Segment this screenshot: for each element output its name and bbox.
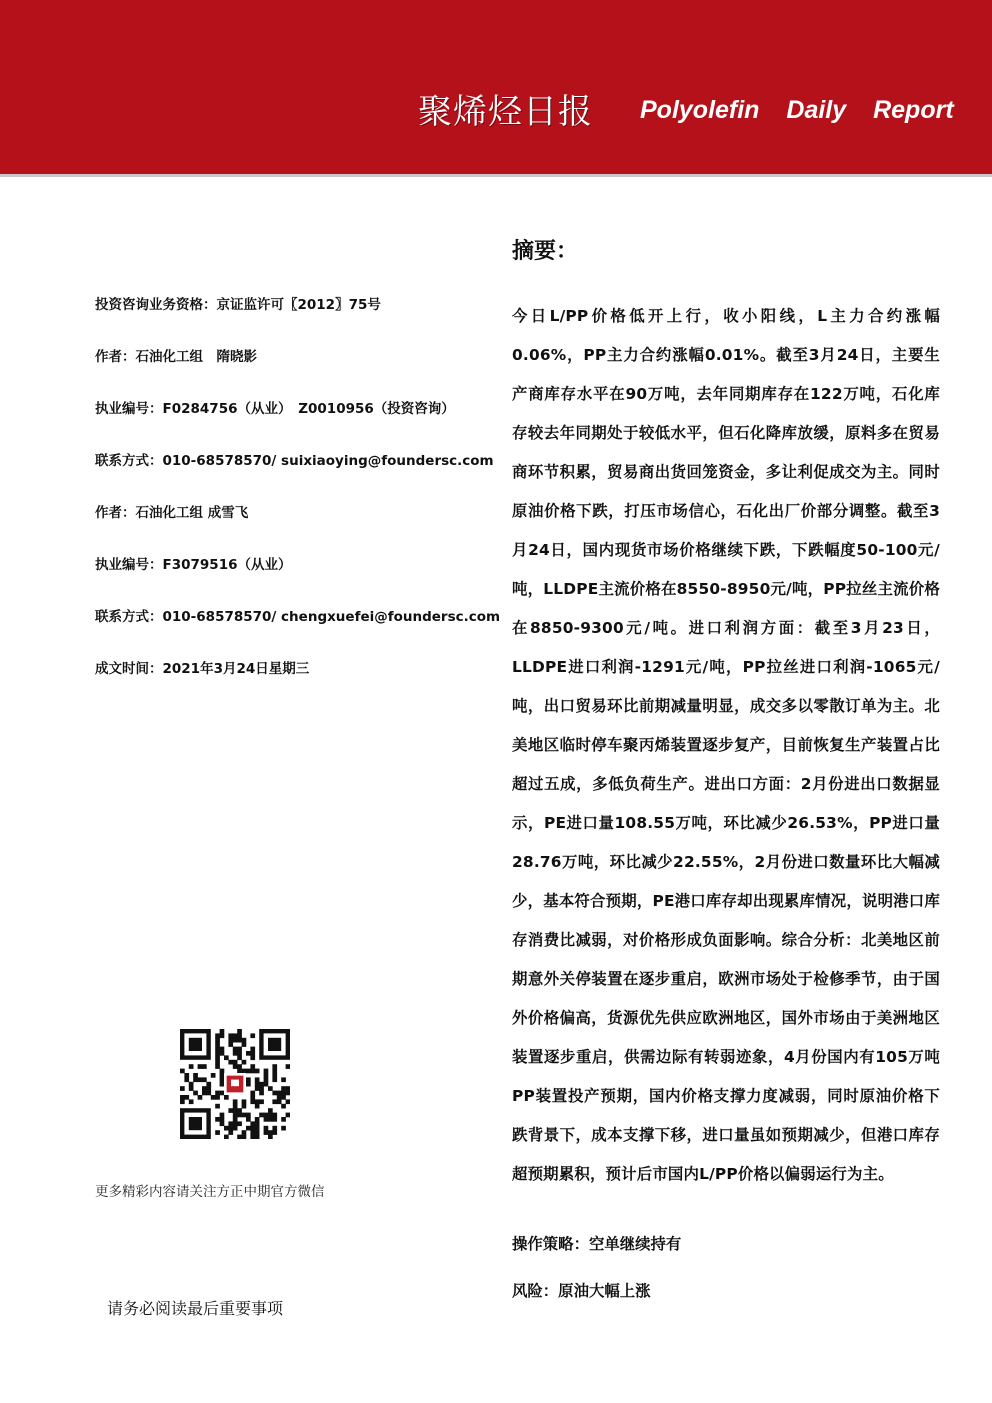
important-notice: 请务必阅读最后重要事项	[107, 1299, 284, 1318]
summary-body: 今日L/PP价格低开上行，收小阳线，L主力合约涨幅0.06%，PP主力合约涨幅0.01%。截至3月24日，主要生产商库存水平在90万吨，去年同期库存在122万吨，石化库存较去年同期处于较低水平，但石化降库放缓，原料多在贸易商环节积累，贸易商出货回笼资金，多让利促成交为主。同时原油价格下跌，打压市场信心，石化出厂价部分调整。截至3月24日，国内现货市场价格继续下跌，下跌幅度50-100元/吨，LLDPE主流价格在8550-8950元/吨，PP拉丝主流价格在8850-9300元/吨。进口利润方面：截至3月23日，LLDPE进口利润-1291元/吨，PP拉丝进口利润-1065元/吨，出口贸易环比前期减量明显，成交多以零散订单为主。北美地区临时停车聚丙烯装置逐步复产，目前恢复生产装置占比超过五成，多低负荷生产。进出口方面：2月份进出口数据显示，PE进口量108.55万吨，环比减少26.53%，PP进口量28.76万吨，环比减少22.55%，2月份进口数量环比大幅减少，基本符合预期，PE港口库存却出现累库情况，说明港口库存消费比减弱，对价格形成负面影响。综合分析：北美地区前期意外关停装置在逐步重启，欧洲市场处于检修季节，由于国外价格偏高，货源优先供应欧洲地区，国外市场由于美洲地区装置逐步重启，供需边际有转弱迹象，4月份国内有105万吨PP装置投产预期，国内价格支撑力度减弱，同时原油价格下跌背景下，成本支撑下移，进口量虽如预期减少，但港口库存超预期累积，预计后市国内L/PP价格以偏弱运行为主。	[512, 307, 940, 1183]
header-banner	[0, 0, 992, 177]
author-info	[95, 295, 501, 711]
license-line: 执业编号：F3079516（从业）	[95, 557, 292, 573]
license-line: 执业编号：F0284756（从业） Z0010956（投资咨询）	[95, 401, 455, 417]
date-line: 成文时间：2021年3月24日星期三	[95, 661, 310, 677]
risk-line: 风险：原油大幅上涨	[512, 1282, 651, 1300]
qr-code-icon	[180, 1029, 290, 1139]
author-line: 作者：石油化工组 成雪飞	[95, 505, 249, 521]
contact-line: 联系方式：010-68578570/ suixiaoying@foundersc.com	[95, 453, 494, 469]
report-title-en: Polyolefin Daily Report	[640, 96, 954, 124]
author-line: 作者：石油化工组 隋晓影	[95, 349, 257, 365]
qr-code-graphic	[180, 1029, 290, 1139]
contact-line: 联系方式：010-68578570/ chengxuefei@foundersc.com	[95, 609, 501, 625]
summary-title: 摘要：	[512, 239, 579, 264]
report-title-cn: 聚烯烃日报	[418, 92, 593, 132]
strategy-line: 操作策略：空单继续持有	[512, 1235, 682, 1253]
wechat-caption: 更多精彩内容请关注方正中期官方微信	[95, 1184, 325, 1200]
qualification-line: 投资咨询业务资格：京证监许可〖2012〗75号	[95, 297, 381, 313]
